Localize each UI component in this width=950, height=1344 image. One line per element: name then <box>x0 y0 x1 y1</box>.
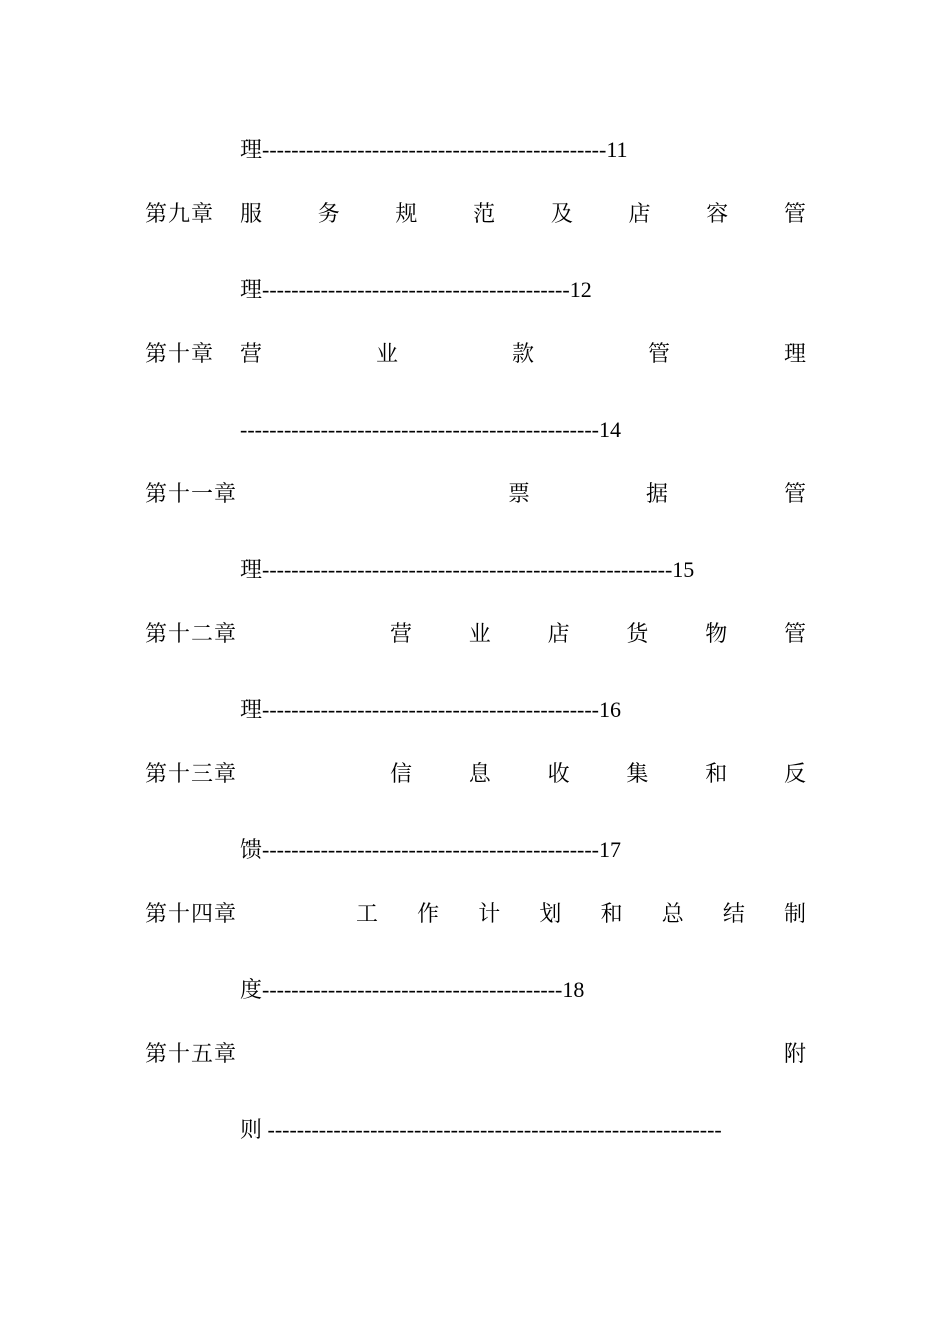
chapter-title <box>240 198 806 232</box>
title-char: 和 <box>705 762 728 787</box>
chapter-label: 第十一章 <box>145 482 238 507</box>
chapter-label: 第十五章 <box>145 1042 238 1067</box>
toc-leader-line: 馈----------------------------------------------17 <box>240 837 622 862</box>
toc-leader-line: 理--------------------------------------------------------15 <box>240 557 695 582</box>
chapter-title <box>390 758 806 792</box>
title-char: 业 <box>468 622 491 647</box>
title-char: 票 <box>508 482 531 507</box>
title-char: 集 <box>626 762 649 787</box>
title-char: 总 <box>661 902 684 927</box>
chapter-label: 第九章 <box>145 202 215 227</box>
title-char: 理 <box>783 342 806 367</box>
chapter-title <box>508 478 806 512</box>
title-char: 店 <box>628 202 651 227</box>
title-char: 营 <box>390 622 413 647</box>
title-char: 营 <box>240 342 263 367</box>
toc-leader-line: -------------------------------------------------14 <box>240 417 621 442</box>
chapter-title <box>356 898 806 932</box>
title-char: 及 <box>550 202 573 227</box>
title-char: 划 <box>539 902 562 927</box>
title-char: 范 <box>473 202 496 227</box>
title-char: 服 <box>240 202 263 227</box>
chapter-label: 第十章 <box>145 342 215 367</box>
title-char: 务 <box>317 202 340 227</box>
chapter-title <box>240 338 806 372</box>
title-char: 款 <box>511 342 534 367</box>
chapter-label: 第十四章 <box>145 902 238 927</box>
title-char: 信 <box>390 762 413 787</box>
title-char: 管 <box>783 622 806 647</box>
chapter-title <box>782 1038 806 1072</box>
title-char: 店 <box>547 622 570 647</box>
title-char: 工 <box>356 902 379 927</box>
title-char: 管 <box>647 342 670 367</box>
title-char: 收 <box>547 762 570 787</box>
toc-leader-line: 则 -------------------------------------------------------------- <box>240 1117 722 1142</box>
title-char: 作 <box>417 902 440 927</box>
title-char: 结 <box>722 902 745 927</box>
title-char: 规 <box>395 202 418 227</box>
title-char: 管 <box>783 202 806 227</box>
title-char: 计 <box>478 902 501 927</box>
title-char: 息 <box>468 762 491 787</box>
title-char: 物 <box>705 622 728 647</box>
title-char: 业 <box>375 342 398 367</box>
chapter-label: 第十二章 <box>145 622 238 647</box>
title-char: 附 <box>783 1042 806 1067</box>
chapter-title <box>390 618 806 652</box>
toc-leader-line: 度-----------------------------------------18 <box>240 977 585 1002</box>
toc-leader-line: 理------------------------------------------12 <box>240 277 592 302</box>
toc-leader-line: 理----------------------------------------------16 <box>240 697 622 722</box>
title-char: 容 <box>706 202 729 227</box>
title-char: 据 <box>645 482 668 507</box>
toc-leader-line: 理-----------------------------------------------11 <box>240 137 628 162</box>
title-char: 和 <box>600 902 623 927</box>
title-char: 制 <box>783 902 806 927</box>
title-char: 货 <box>626 622 649 647</box>
chapter-label: 第十三章 <box>145 762 238 787</box>
title-char: 反 <box>783 762 806 787</box>
title-char: 管 <box>783 482 806 507</box>
